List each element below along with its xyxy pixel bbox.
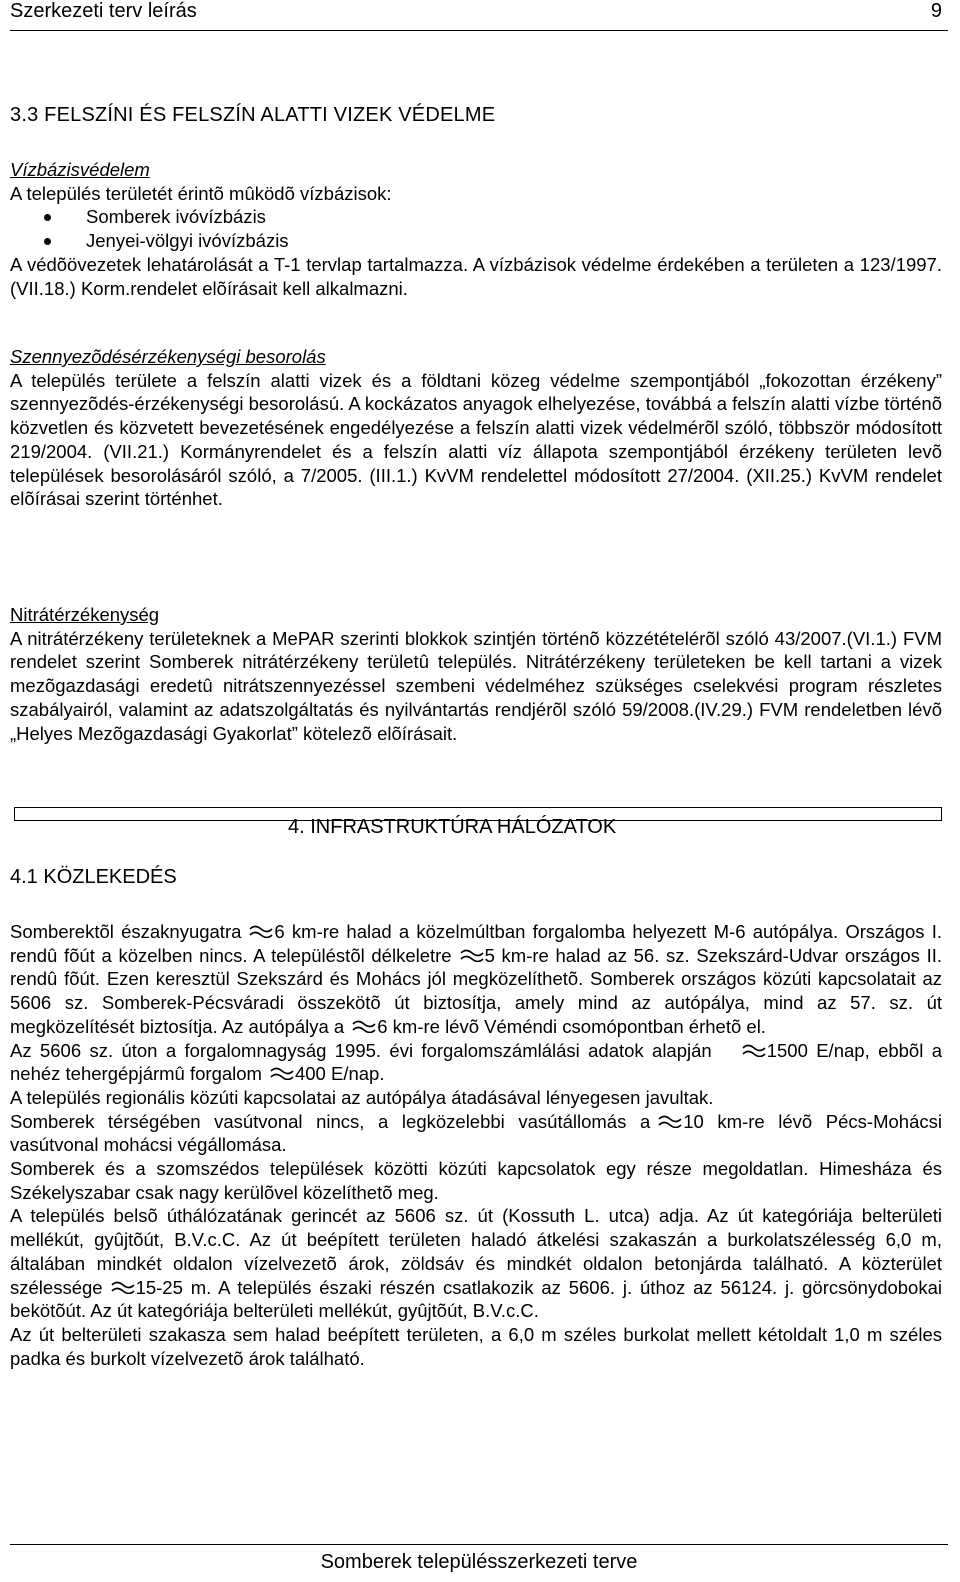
approx-icon (460, 948, 484, 962)
kozlekedes-p6: A település belsõ úthálózatának gerincét az 5606 sz. út (Kossuth L. utca) adja. Az út kategóriája belterületi mellékút, gyûjtõút, B.V.c.C. Az út beépített területen haladó átkelési szakaszán a burkolatszélesség 6,0 m, általában mindkét oldalon vízelvezetõ árok, zöldsáv és mindkét oldalon betonjárda található. A közterület szélessége 15-25 m. A település északi részén csatlakozik az 5606. j. úthoz az 56124. j. görcsönydobokai bekötõút. Az út kategóriája belterületi mellékút, gyûjtõút, B.V.c.C. (10, 1205, 942, 1322)
approx-icon (742, 1043, 766, 1057)
kozlekedes-p1: Somberektõl északnyugatra 6 km-re halad a közelmúltban forgalomba helyezett M-6 autópálya. Országos I. rendû fõút a közelben nincs. A településtõl délkeletre 5 km-re halad az 56. sz. Szekszárd-Udvar országos II. rendû fõút. Ezen keresztül Szekszárd és Mohács jól megközelíthetõ. Somberek országos közúti kapcsolatait az 5606 sz. Somberek-Pécsváradi összekötõ út biztosítja, amely mind az autópálya, mind az 57. sz. út megközelítését biztosítja. Az autópálya a 6 km-re lévõ Véméndi csomópontban érhetõ el. (10, 921, 943, 1037)
vizbazis-intro: A település területét érintõ mûködõ vízbázisok: (10, 182, 392, 204)
approx-icon (352, 1019, 376, 1033)
vizbazis-heading: Vízbázisvédelem (10, 159, 150, 180)
page-number: 9 (930, 0, 942, 22)
nitrat-text: A nitrátérzékeny területeknek a MePAR szerinti blokkok szintjén történõ közzétételérõl szóló 43/2007.(VI.1.) FVM rendelet szerint Somberek nitrátérzékeny területû település. Nitrátérzékeny területeken be kell tartani a vizek mezõgazdasági eredetû nitrátszennyezéssel szembeni védelméhez szükséges cselekvési program részletes szabályairól, valamint az adatszolgáltatás és nyilvántartás rendjérõl szóló 59/2008.(IV.29.) FVM rendeletben lévõ „Helyes Mezõgazdasági Gyakorlat” kötelezõ elõírásait. (10, 627, 942, 744)
approx-icon (270, 1066, 294, 1080)
szennyezodes-text: A település területe a felszín alatti vizek és a földtani közeg védelme szempontjából „fokozottan érzékeny” szennyezõdés-érzékenységi besorolású. A kockázatos anyagok elhelyezése, továbbá a felszín alatti vízbe történõ közvetlen és közvetett bevezetésének engedélyezése a felszín alatti vizek védelmérõl szóló, többször módosított 219/2004. (VII.21.) Kormányrendelet és a felszín alatti víz állapota szempontjából érzékeny területen levõ települések besorolásáról szóló, a 7/2005. (III.1.) KvVM rendelettel módosított 27/2004. (XII.25.) KvVM rendelet elõírásai szerint történhet. (10, 369, 942, 510)
approx-icon (658, 1114, 682, 1128)
bullet-icon (44, 238, 51, 245)
bullet-icon (44, 214, 51, 221)
approx-icon (249, 924, 273, 938)
kozlekedes-p5: Somberek és a szomszédos települések közötti közúti kapcsolatok egy része megoldatlan. Himesháza és Székelyszabar csak nagy kerülõvel közelíthetõ meg. (10, 1158, 942, 1203)
section-title: 3.3 FELSZÍNI ÉS FELSZÍN ALATTI VIZEK VÉDELME (10, 104, 496, 126)
approx-icon (111, 1280, 135, 1294)
nitrat-heading: Nitrátérzékenység (10, 604, 160, 625)
list-item: Jenyei-völgyi ivóvízbázis (10, 229, 942, 253)
vizbazis-list (10, 205, 942, 252)
page-footer (10, 1544, 948, 1582)
header-title: Szerkezeti terv leírás (10, 0, 197, 22)
page-header (10, 0, 948, 31)
kozlekedes-p4: Somberek térségében vasútvonal nincs, a legközelebbi vasútállomás a 10 km-re lévõ Pécs-Mohácsi vasútvonal mohácsi végállomása. (10, 1110, 942, 1156)
szennyezodes-heading: Szennyezõdésérzékenységi besorolás (10, 346, 326, 367)
kozlekedes-section (10, 920, 942, 1370)
vizbazis-text: A védõövezetek lehatárolását a T-1 tervlap tartalmazza. A vízbázisok védelme érdekében a területen a 123/1997.(VII.18.) Korm.rendelet elõírásait kell alkalmazni. (10, 253, 942, 299)
vizbazis-section (10, 158, 942, 300)
kozlekedes-p3: A település regionális közúti kapcsolatai az autópálya átadásával lényegesen javultak. (10, 1086, 714, 1108)
kozlekedes-p2: Az 5606 sz. úton a forgalomnagyság 1995. évi forgalomszámlálási adatok alapján 1500 E/nap, ebbõl a nehéz tehergépjármû forgalom 400 E/nap. (10, 1039, 942, 1085)
subsection-title: 4.1 KÖZLEKEDÉS (10, 866, 177, 888)
kozlekedes-p7: Az út belterületi szakasza sem halad beépített területen, a 6,0 m széles burkolat mellett kétoldalt 1,0 m széles padka és burkolt vízelvezetõ árok található. (10, 1323, 942, 1369)
szennyezodes-section (10, 345, 942, 511)
list-item: Somberek ivóvízbázis (10, 205, 942, 229)
chapter-title: 4. INFRASTRUKTÚRA HÁLÓZATOK (288, 816, 617, 838)
footer-text: Somberek településszerkezeti terve (320, 1551, 638, 1573)
nitrat-section (10, 603, 942, 745)
